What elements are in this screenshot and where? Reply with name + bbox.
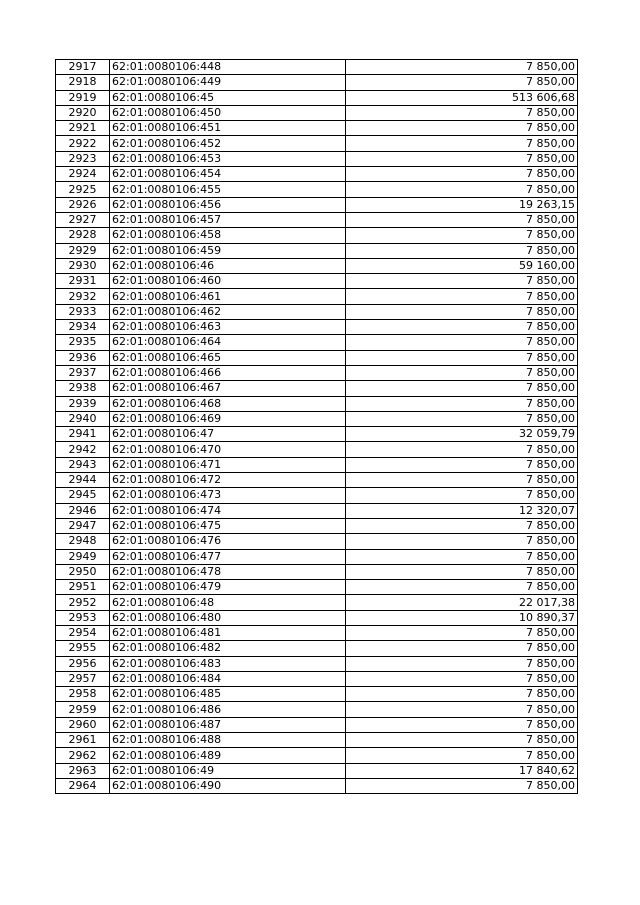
cadastral-number-cell: 62:01:0080106:483	[110, 656, 346, 671]
value-cell: 7 850,00	[346, 687, 578, 702]
row-number-cell: 2921	[56, 121, 110, 136]
value-cell: 7 850,00	[346, 518, 578, 533]
table-row	[56, 304, 578, 319]
table-row	[56, 105, 578, 120]
table-row	[56, 564, 578, 579]
cadastral-number-cell: 62:01:0080106:485	[110, 687, 346, 702]
cadastral-number-cell: 62:01:0080106:475	[110, 518, 346, 533]
value-cell: 22 017,38	[346, 595, 578, 610]
table-row	[56, 365, 578, 380]
cadastral-number-cell: 62:01:0080106:468	[110, 396, 346, 411]
value-cell: 7 850,00	[346, 396, 578, 411]
value-cell: 17 840,62	[346, 763, 578, 778]
value-cell: 10 890,37	[346, 610, 578, 625]
cadastral-number-cell: 62:01:0080106:465	[110, 350, 346, 365]
cadastral-number-cell: 62:01:0080106:490	[110, 778, 346, 793]
table-row	[56, 656, 578, 671]
value-cell: 7 850,00	[346, 411, 578, 426]
cadastral-number-cell: 62:01:0080106:461	[110, 289, 346, 304]
row-number-cell: 2948	[56, 534, 110, 549]
table-row	[56, 350, 578, 365]
table-row	[56, 381, 578, 396]
value-cell: 7 850,00	[346, 625, 578, 640]
cadastral-number-cell: 62:01:0080106:448	[110, 60, 346, 75]
row-number-cell: 2951	[56, 580, 110, 595]
row-number-cell: 2925	[56, 182, 110, 197]
value-cell: 59 160,00	[346, 258, 578, 273]
value-cell: 12 320,07	[346, 503, 578, 518]
table-row	[56, 595, 578, 610]
row-number-cell: 2931	[56, 274, 110, 289]
value-cell: 513 606,68	[346, 90, 578, 105]
cadastral-number-cell: 62:01:0080106:458	[110, 228, 346, 243]
value-cell: 7 850,00	[346, 289, 578, 304]
row-number-cell: 2928	[56, 228, 110, 243]
value-cell: 19 263,15	[346, 197, 578, 212]
table-row	[56, 228, 578, 243]
cadastral-number-cell: 62:01:0080106:466	[110, 365, 346, 380]
table-row	[56, 457, 578, 472]
value-cell: 7 850,00	[346, 457, 578, 472]
row-number-cell: 2953	[56, 610, 110, 625]
value-cell: 7 850,00	[346, 656, 578, 671]
row-number-cell: 2927	[56, 212, 110, 227]
cadastral-number-cell: 62:01:0080106:49	[110, 763, 346, 778]
table-row	[56, 702, 578, 717]
row-number-cell: 2934	[56, 320, 110, 335]
row-number-cell: 2926	[56, 197, 110, 212]
value-cell: 7 850,00	[346, 733, 578, 748]
cadastral-number-cell: 62:01:0080106:46	[110, 258, 346, 273]
row-number-cell: 2923	[56, 151, 110, 166]
row-number-cell: 2959	[56, 702, 110, 717]
table-row	[56, 549, 578, 564]
row-number-cell: 2946	[56, 503, 110, 518]
cadastral-number-cell: 62:01:0080106:464	[110, 335, 346, 350]
row-number-cell: 2956	[56, 656, 110, 671]
value-cell: 7 850,00	[346, 442, 578, 457]
value-cell: 7 850,00	[346, 549, 578, 564]
cadastral-number-cell: 62:01:0080106:456	[110, 197, 346, 212]
cadastral-number-cell: 62:01:0080106:482	[110, 641, 346, 656]
row-number-cell: 2920	[56, 105, 110, 120]
cadastral-number-cell: 62:01:0080106:462	[110, 304, 346, 319]
table-row	[56, 778, 578, 793]
table-row	[56, 289, 578, 304]
row-number-cell: 2919	[56, 90, 110, 105]
cadastral-number-cell: 62:01:0080106:463	[110, 320, 346, 335]
table-row	[56, 717, 578, 732]
cadastral-number-cell: 62:01:0080106:484	[110, 671, 346, 686]
value-cell: 7 850,00	[346, 136, 578, 151]
row-number-cell: 2936	[56, 350, 110, 365]
value-cell: 7 850,00	[346, 151, 578, 166]
table-row	[56, 473, 578, 488]
cadastral-number-cell: 62:01:0080106:450	[110, 105, 346, 120]
value-cell: 7 850,00	[346, 212, 578, 227]
table-row	[56, 90, 578, 105]
row-number-cell: 2937	[56, 365, 110, 380]
table-row	[56, 534, 578, 549]
table-row	[56, 167, 578, 182]
row-number-cell: 2942	[56, 442, 110, 457]
table-row	[56, 625, 578, 640]
cadastral-number-cell: 62:01:0080106:477	[110, 549, 346, 564]
cadastral-number-cell: 62:01:0080106:489	[110, 748, 346, 763]
row-number-cell: 2940	[56, 411, 110, 426]
table-row	[56, 411, 578, 426]
row-number-cell: 2917	[56, 60, 110, 75]
value-cell: 7 850,00	[346, 365, 578, 380]
row-number-cell: 2960	[56, 717, 110, 732]
cadastral-number-cell: 62:01:0080106:486	[110, 702, 346, 717]
row-number-cell: 2933	[56, 304, 110, 319]
row-number-cell: 2954	[56, 625, 110, 640]
value-cell: 7 850,00	[346, 534, 578, 549]
row-number-cell: 2955	[56, 641, 110, 656]
value-cell: 7 850,00	[346, 75, 578, 90]
value-cell: 7 850,00	[346, 473, 578, 488]
table-row	[56, 335, 578, 350]
table-row	[56, 610, 578, 625]
value-cell: 7 850,00	[346, 671, 578, 686]
cadastral-number-cell: 62:01:0080106:455	[110, 182, 346, 197]
row-number-cell: 2947	[56, 518, 110, 533]
cadastral-number-cell: 62:01:0080106:45	[110, 90, 346, 105]
cadastral-number-cell: 62:01:0080106:48	[110, 595, 346, 610]
value-cell: 7 850,00	[346, 717, 578, 732]
value-cell: 7 850,00	[346, 304, 578, 319]
cadastral-number-cell: 62:01:0080106:481	[110, 625, 346, 640]
table-row	[56, 136, 578, 151]
cadastral-number-cell: 62:01:0080106:452	[110, 136, 346, 151]
row-number-cell: 2964	[56, 778, 110, 793]
row-number-cell: 2945	[56, 488, 110, 503]
row-number-cell: 2962	[56, 748, 110, 763]
cadastral-number-cell: 62:01:0080106:476	[110, 534, 346, 549]
cadastral-value-table	[55, 59, 578, 794]
value-cell: 32 059,79	[346, 427, 578, 442]
cadastral-number-cell: 62:01:0080106:470	[110, 442, 346, 457]
cadastral-number-cell: 62:01:0080106:467	[110, 381, 346, 396]
row-number-cell: 2938	[56, 381, 110, 396]
cadastral-number-cell: 62:01:0080106:471	[110, 457, 346, 472]
cadastral-number-cell: 62:01:0080106:449	[110, 75, 346, 90]
table-row	[56, 197, 578, 212]
cadastral-number-cell: 62:01:0080106:454	[110, 167, 346, 182]
value-cell: 7 850,00	[346, 243, 578, 258]
value-cell: 7 850,00	[346, 488, 578, 503]
table-row	[56, 320, 578, 335]
cadastral-number-cell: 62:01:0080106:459	[110, 243, 346, 258]
row-number-cell: 2950	[56, 564, 110, 579]
cadastral-number-cell: 62:01:0080106:472	[110, 473, 346, 488]
table-row	[56, 687, 578, 702]
value-cell: 7 850,00	[346, 702, 578, 717]
cadastral-number-cell: 62:01:0080106:460	[110, 274, 346, 289]
table-row	[56, 442, 578, 457]
value-cell: 7 850,00	[346, 748, 578, 763]
table-row	[56, 503, 578, 518]
value-cell: 7 850,00	[346, 274, 578, 289]
value-cell: 7 850,00	[346, 121, 578, 136]
table-row	[56, 518, 578, 533]
table-row	[56, 121, 578, 136]
row-number-cell: 2922	[56, 136, 110, 151]
cadastral-number-cell: 62:01:0080106:451	[110, 121, 346, 136]
table-row	[56, 748, 578, 763]
value-cell: 7 850,00	[346, 641, 578, 656]
cadastral-number-cell: 62:01:0080106:453	[110, 151, 346, 166]
row-number-cell: 2961	[56, 733, 110, 748]
value-cell: 7 850,00	[346, 381, 578, 396]
cadastral-number-cell: 62:01:0080106:488	[110, 733, 346, 748]
cadastral-number-cell: 62:01:0080106:487	[110, 717, 346, 732]
table-row	[56, 641, 578, 656]
value-cell: 7 850,00	[346, 350, 578, 365]
table-row	[56, 396, 578, 411]
row-number-cell: 2944	[56, 473, 110, 488]
table-row	[56, 671, 578, 686]
table-row	[56, 258, 578, 273]
value-cell: 7 850,00	[346, 778, 578, 793]
row-number-cell: 2932	[56, 289, 110, 304]
table-row	[56, 243, 578, 258]
table-row	[56, 212, 578, 227]
table-row	[56, 182, 578, 197]
value-cell: 7 850,00	[346, 105, 578, 120]
cadastral-number-cell: 62:01:0080106:473	[110, 488, 346, 503]
cadastral-number-cell: 62:01:0080106:474	[110, 503, 346, 518]
value-cell: 7 850,00	[346, 167, 578, 182]
table-row	[56, 488, 578, 503]
row-number-cell: 2957	[56, 671, 110, 686]
table-row	[56, 580, 578, 595]
table-row	[56, 274, 578, 289]
value-cell: 7 850,00	[346, 564, 578, 579]
row-number-cell: 2929	[56, 243, 110, 258]
table-row	[56, 151, 578, 166]
cadastral-number-cell: 62:01:0080106:479	[110, 580, 346, 595]
table-row	[56, 427, 578, 442]
cadastral-number-cell: 62:01:0080106:457	[110, 212, 346, 227]
row-number-cell: 2918	[56, 75, 110, 90]
value-cell: 7 850,00	[346, 228, 578, 243]
row-number-cell: 2949	[56, 549, 110, 564]
row-number-cell: 2924	[56, 167, 110, 182]
cadastral-number-cell: 62:01:0080106:47	[110, 427, 346, 442]
row-number-cell: 2935	[56, 335, 110, 350]
table-row	[56, 75, 578, 90]
row-number-cell: 2963	[56, 763, 110, 778]
row-number-cell: 2939	[56, 396, 110, 411]
row-number-cell: 2941	[56, 427, 110, 442]
row-number-cell: 2958	[56, 687, 110, 702]
table-row	[56, 60, 578, 75]
row-number-cell: 2943	[56, 457, 110, 472]
cadastral-number-cell: 62:01:0080106:478	[110, 564, 346, 579]
row-number-cell: 2952	[56, 595, 110, 610]
table-body	[56, 60, 578, 794]
table-row	[56, 733, 578, 748]
value-cell: 7 850,00	[346, 580, 578, 595]
value-cell: 7 850,00	[346, 60, 578, 75]
value-cell: 7 850,00	[346, 335, 578, 350]
table-row	[56, 763, 578, 778]
value-cell: 7 850,00	[346, 320, 578, 335]
cadastral-number-cell: 62:01:0080106:469	[110, 411, 346, 426]
value-cell: 7 850,00	[346, 182, 578, 197]
cadastral-number-cell: 62:01:0080106:480	[110, 610, 346, 625]
row-number-cell: 2930	[56, 258, 110, 273]
